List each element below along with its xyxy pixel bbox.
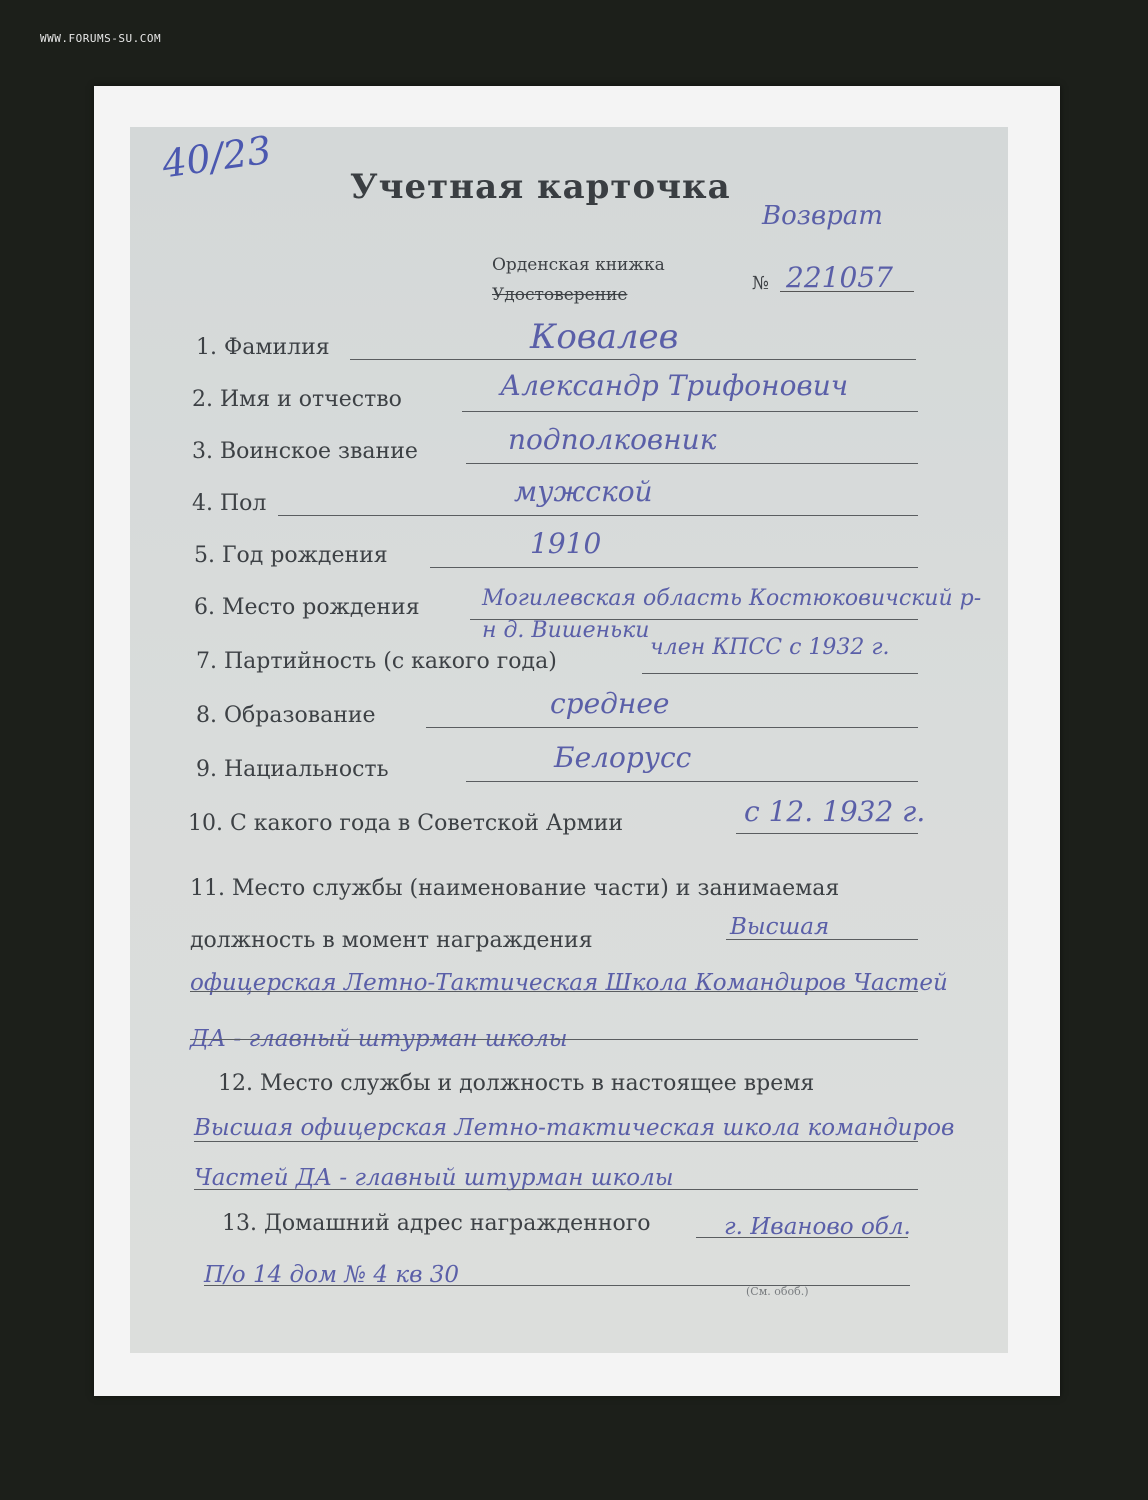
field-line bbox=[278, 515, 918, 516]
field-value-education: среднее bbox=[550, 687, 670, 720]
field-line bbox=[736, 833, 918, 834]
return-note: Возврат bbox=[762, 201, 883, 231]
field-line bbox=[696, 1237, 908, 1238]
field-label-birthplace: 6. Место рождения bbox=[194, 595, 420, 620]
field-label-party: 7. Партийность (с какого года) bbox=[196, 649, 557, 674]
field-line bbox=[190, 991, 918, 992]
number-label: № bbox=[752, 273, 770, 294]
footnote: (См. обоб.) bbox=[746, 1285, 809, 1298]
field-line bbox=[642, 673, 918, 674]
field-label-rank: 3. Воинское звание bbox=[192, 439, 418, 464]
field-label-service-at-award: 11. Место службы (наименование части) и занимаемая должность в момент награждения bbox=[190, 876, 840, 953]
field-line bbox=[462, 411, 918, 412]
field-value-rank: подполковник bbox=[508, 423, 717, 456]
field-value-birthplace: Могилевская область Костюковичский р-н д. Вишеньки bbox=[482, 586, 982, 643]
field-value-current-service: Высшая офицерская Летно-тактическая школа командиров Частей ДА - главный штурман школы bbox=[194, 1115, 955, 1191]
field-line bbox=[194, 1141, 918, 1142]
field-label-sex: 4. Пол bbox=[192, 491, 267, 516]
order-book-number: 221057 bbox=[786, 261, 893, 294]
field-label-current-service: 12. Место службы и должность в настоящее время bbox=[218, 1071, 815, 1096]
site-watermark: WWW.FORUMS-SU.COM bbox=[40, 32, 162, 45]
corner-number: 40/23 bbox=[159, 127, 275, 187]
field-value-birth-year: 1910 bbox=[530, 527, 602, 560]
record-card bbox=[130, 127, 1008, 1353]
field-label-surname: 1. Фамилия bbox=[196, 335, 330, 360]
field-line bbox=[466, 463, 918, 464]
field-value-home-address: г. Иваново обл. П/о 14 дом № 4 кв 30 bbox=[204, 1214, 911, 1288]
order-book-label: Орденская книжка bbox=[492, 255, 665, 275]
field-label-nationality: 9. Нациальность bbox=[196, 757, 389, 782]
field-line bbox=[466, 781, 918, 782]
field-line bbox=[190, 1039, 918, 1040]
certificate-label: Удостоверение bbox=[492, 285, 628, 305]
field-value-nationality: Белорусс bbox=[554, 741, 692, 774]
field-value-surname: Ковалев bbox=[530, 317, 679, 357]
field-label-army-since: 10. С какого года в Советской Армии bbox=[188, 811, 624, 836]
field-line bbox=[194, 1189, 918, 1190]
field-value-sex: мужской bbox=[514, 475, 653, 508]
field-value-service-at-award: Высшая офицерская Летно-Тактическая Школа Командиров Частей ДА - главный штурман школы bbox=[190, 914, 948, 1052]
field-label-birth-year: 5. Год рождения bbox=[194, 543, 388, 568]
field-label-education: 8. Образование bbox=[196, 703, 376, 728]
field-value-party: член КПСС с 1932 г. bbox=[650, 635, 890, 660]
field-line bbox=[726, 939, 918, 940]
field-label-home-address: 13. Домашний адрес награжденного bbox=[222, 1211, 651, 1236]
field-value-army-since: с 12. 1932 г. bbox=[744, 795, 926, 828]
card-title: Учетная карточка bbox=[350, 167, 731, 207]
field-value-name: Александр Трифонович bbox=[500, 369, 849, 402]
field-line bbox=[426, 727, 918, 728]
field-line bbox=[430, 567, 918, 568]
field-label-name: 2. Имя и отчество bbox=[192, 387, 402, 412]
field-line bbox=[350, 359, 916, 360]
